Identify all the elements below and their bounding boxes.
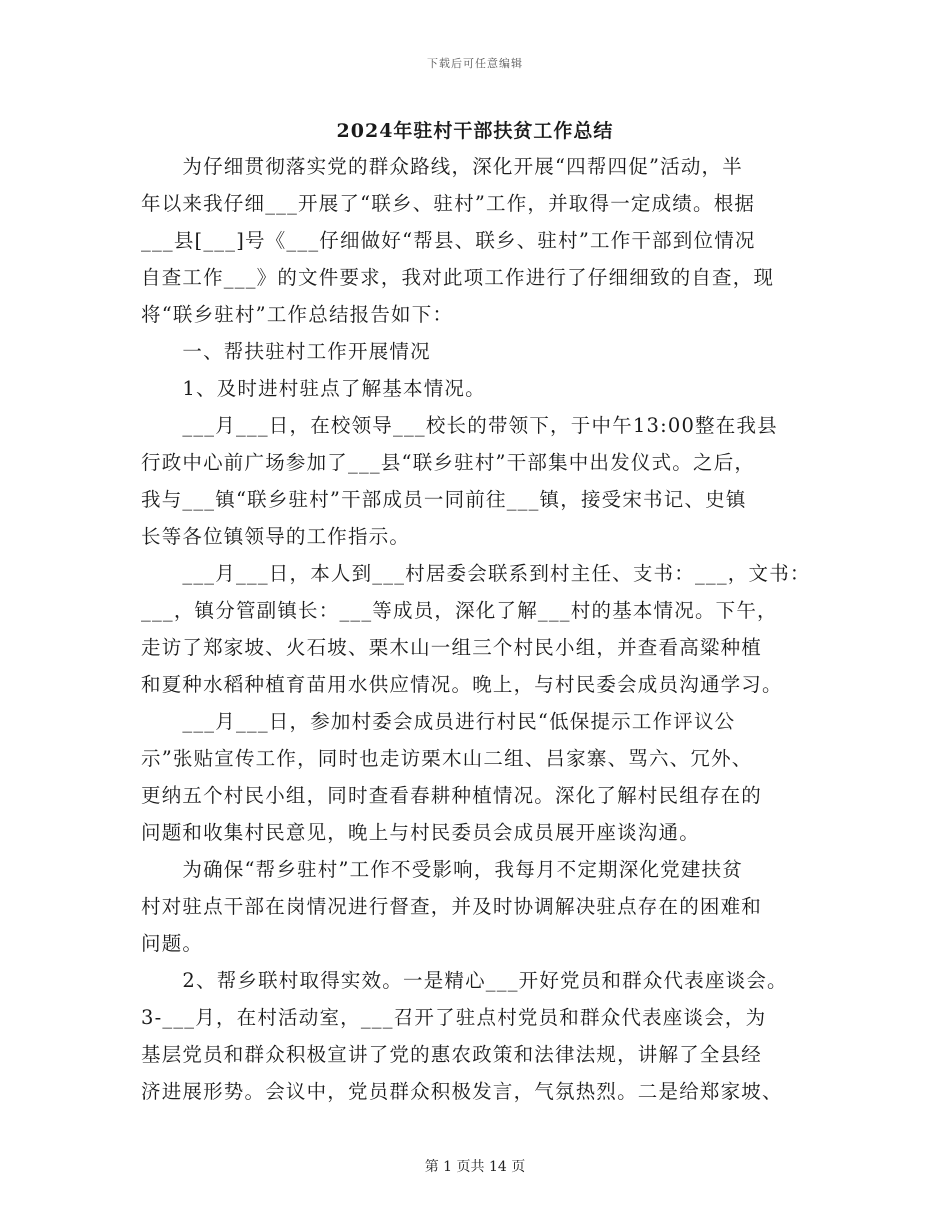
text-line: ___月___日，在校领导___校长的带领下，于中午13:00整在我县	[141, 414, 778, 437]
text-line: 和夏种水稻种植育苗用水供应情况。晚上，与村民委会成员沟通学习。	[141, 673, 783, 696]
text-line: ___县[___]号《___仔细做好“帮县、联乡、驻村”工作干部到位情况	[141, 229, 756, 252]
text-line: 村对驻点干部在岗情况进行督查，并及时协调解决驻点存在的困难和	[141, 895, 763, 918]
page-footer: 第 1 页共 14 页	[424, 1159, 526, 1175]
text-line: 1、及时进村驻点了解基本情况。	[141, 377, 486, 400]
text-line: 更纳五个村民小组，同时查看春耕种植情况。深化了解村民组存在的	[141, 784, 763, 807]
text-line: 问题和收集村民意见，晚上与村民委员会成员展开座谈沟通。	[141, 821, 700, 844]
header-note: 下载后可任意编辑	[427, 57, 523, 70]
text-line: 2、帮乡联村取得实效。一是精心___开好党员和群众代表座谈会。	[141, 969, 788, 992]
text-line: 行政中心前广场参加了___县“联乡驻村”干部集中出发仪式。之后，	[141, 451, 756, 474]
text-line: 自查工作___》的文件要求，我对此项工作进行了仔细细致的自查，现	[141, 266, 775, 289]
text-line: ___月___日，参加村委会成员进行村民“低保提示工作评议公	[141, 710, 736, 733]
text-line: 一、帮扶驻村工作开展情况	[141, 340, 431, 363]
text-line: 长等各位镇领导的工作指示。	[141, 525, 411, 548]
document-body	[141, 148, 813, 1110]
text-line: 将“联乡驻村”工作总结报告如下：	[141, 303, 454, 326]
text-line: 为确保“帮乡驻村”工作不受影响，我每月不定期深化党建扶贫	[141, 858, 743, 881]
text-line: 问题。	[141, 932, 204, 955]
text-line: 走访了郑家坡、火石坡、栗木山一组三个村民小组，并查看高粱种植	[141, 636, 763, 659]
text-line: 我与___镇“联乡驻村”干部成员一同前往___镇，接受宋书记、史镇	[141, 488, 747, 511]
text-line: ___月___日，本人到___村居委会联系到村主任、支书：___，文书：	[141, 562, 811, 585]
text-line: 示”张贴宣传工作，同时也走访栗木山二组、吕家寨、骂六、冗外、	[141, 747, 753, 770]
text-line: 3-___月，在村活动室，___召开了驻点村党员和群众代表座谈会，为	[141, 1006, 767, 1029]
text-line: 年以来我仔细___开展了“联乡、驻村”工作，并取得一定成绩。根据	[141, 192, 756, 215]
text-line: 为仔细贯彻落实党的群众路线，深化开展“四帮四促”活动，半	[141, 155, 743, 178]
text-line: ___，镇分管副镇长：___等成员，深化了解___村的基本情况。下午，	[141, 599, 778, 622]
text-line: 济进展形势。会议中，党员群众积极发言，气氛热烈。二是给郑家坡、	[141, 1080, 783, 1103]
text-line: 基层党员和群众积极宣讲了党的惠农政策和法律法规，讲解了全县经	[141, 1043, 763, 1066]
document-title: 2024年驻村干部扶贫工作总结	[336, 120, 614, 142]
